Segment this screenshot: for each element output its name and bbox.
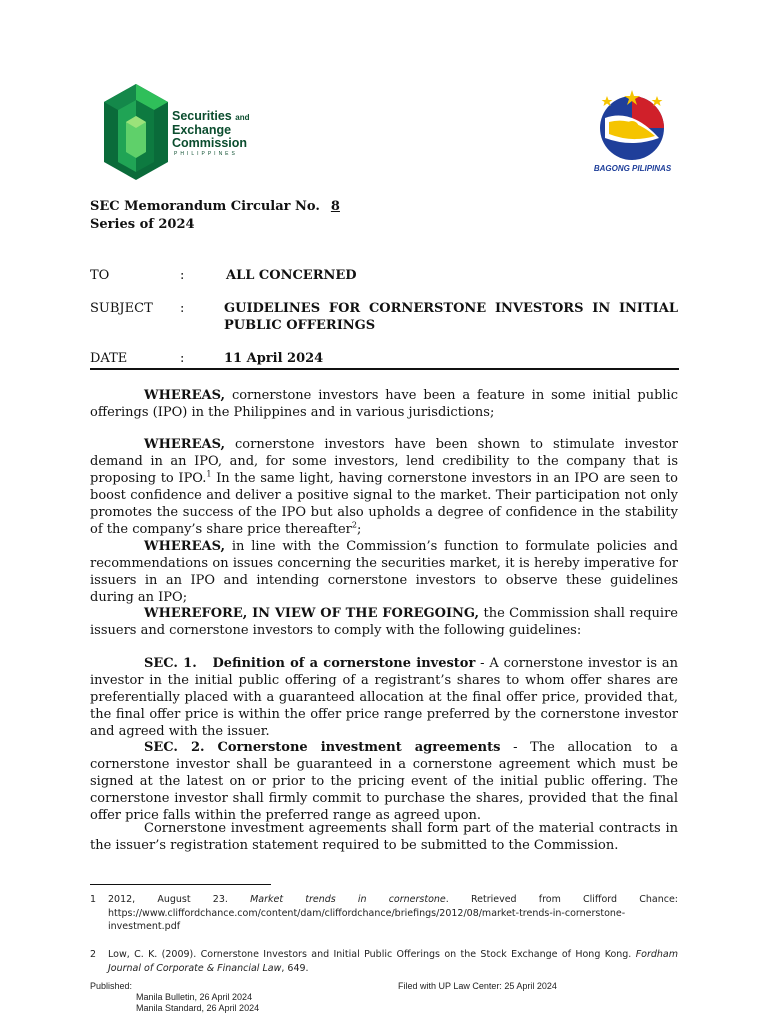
s1-lead: SEC. 1. Definition of a cornerstone investor xyxy=(144,656,476,671)
s2-lead: SEC. 2. Cornerstone investment agreements xyxy=(144,740,501,755)
sec-logo-line1: Securities xyxy=(172,109,232,123)
p3-lead: WHEREAS, xyxy=(144,539,226,554)
whereas-paragraph-3 xyxy=(90,538,678,606)
sec-logo xyxy=(104,82,274,182)
p2-lead: WHEREAS, xyxy=(144,437,226,452)
footnote-ref-1[interactable]: 1 xyxy=(206,469,212,479)
sec-logo-line1-small: and xyxy=(235,113,250,122)
p1-text: cornerstone investors have been a feature in some initial public offerings (IPO) in the Philippines and in various jurisdictions; xyxy=(90,388,678,420)
published-manila-standard: Manila Standard, 26 April 2024 xyxy=(136,1003,260,1013)
fn2-journal: Fordham Journal of Corporate & Financial Law xyxy=(108,949,678,974)
subject-colon: : xyxy=(180,301,185,316)
whereas-paragraph-1 xyxy=(90,387,678,421)
fn2-text-a: Low, C. K. (2009). Cornerstone Investors and Initial Public Offerings on the Stock Exchange of Hong Kong. xyxy=(108,949,636,960)
date-label: DATE xyxy=(90,351,128,366)
date-colon: : xyxy=(180,351,185,366)
p3-text: in line with the Commission’s function to formulate policies and recommendations on issues concerning the securities market, it is hereby imperative for issuers in an IPO and intending cornerstone investors to observe these guidelines during an IPO; xyxy=(90,539,678,605)
section-2-paragraph xyxy=(90,739,678,824)
fn2-text-b: , 649. xyxy=(281,962,309,974)
footnote-2 xyxy=(108,948,678,975)
s1-text: - A cornerstone investor is an investor in the initial public offering of a registrant’s shares to whom offer shares are preferentially placed with a guaranteed allocation at the final offer price, provided that, the final offer price is within the offer price range preferred by the cornerstone investor and agreed with the issuer. xyxy=(90,656,678,739)
p2-text-b: In the same light, having cornerstone investors in an IPO are seen to boost confidence and deliver a positive signal to the market. Their participation not only promotes the success of the IPO but also upholds a degree of confidence in the stability of the company’s share price thereafter xyxy=(90,471,678,537)
bagong-pilipinas-caption: BAGONG PILIPINAS xyxy=(593,164,672,173)
section-1-paragraph xyxy=(90,655,678,740)
published-label: Published: xyxy=(90,981,133,991)
s2-text: - The allocation to a cornerstone investor shall be guaranteed in a cornerstone agreement which must be signed at the latest on or prior to the pricing event of the initial public offering. The cornerstone investor shall firmly commit to purchase the shares, provided that the final offer price falls within the preferred range as agreed upon. xyxy=(90,740,678,823)
wherefore-paragraph xyxy=(90,605,678,639)
fn1-title: Market trends in cornerstone xyxy=(250,894,446,905)
sec-logo-line3: Commission xyxy=(172,136,248,150)
bagong-pilipinas-emblem-icon xyxy=(585,88,680,163)
bagong-pilipinas-logo xyxy=(585,88,680,178)
sec-logo-line2: Exchange xyxy=(172,123,232,137)
subject-label: SUBJECT xyxy=(90,301,153,316)
footnote-2-number: 2 xyxy=(90,949,97,960)
published-manila-bulletin: Manila Bulletin, 26 April 2024 xyxy=(136,992,253,1002)
p4-lead: WHEREFORE, IN VIEW OF THE FOREGOING, xyxy=(144,606,480,621)
p2-text-a: cornerstone investors have been shown to stimulate investor demand in an IPO, and, for some investors, lend credibility to the company that is proposing to IPO. xyxy=(90,437,678,486)
sec-logo-line4: PHILIPPINES xyxy=(174,151,238,157)
to-colon: : xyxy=(180,268,185,283)
whereas-paragraph-2 xyxy=(90,436,678,538)
circular-number: 8 xyxy=(330,199,340,214)
fn1-text-b[interactable]: . Retrieved from Clifford Chance: https://www.cliffordchance.com/content/dam/cliffordchance/briefings/2012/08/market-trends-in-cornerstone-investment.pdf xyxy=(108,894,678,932)
filed-with-up-law-center: Filed with UP Law Center: 25 April 2024 xyxy=(398,981,557,991)
circular-heading xyxy=(90,198,346,215)
circular-label: SEC Memorandum Circular No. xyxy=(90,199,320,214)
footnote-1 xyxy=(108,893,678,934)
p4-text: the Commission shall require issuers and cornerstone investors to comply with the following guidelines: xyxy=(90,606,678,638)
series-label: Series of 2024 xyxy=(90,217,195,232)
footnote-ref-2[interactable]: 2 xyxy=(351,520,357,530)
to-value: ALL CONCERNED xyxy=(226,268,357,283)
date-value: 11 April 2024 xyxy=(224,351,324,366)
footnote-separator xyxy=(90,884,271,885)
subject-value: GUIDELINES FOR CORNERSTONE INVESTORS IN INITIAL PUBLIC OFFERINGS xyxy=(224,301,678,333)
footnote-1-number: 1 xyxy=(90,894,97,905)
header-divider xyxy=(90,368,679,370)
fn1-text-a: 2012, August 23. xyxy=(108,894,251,905)
cornerstone-agreements-paragraph: Cornerstone investment agreements shall form part of the material contracts in the issuer’s registration statement required to be submitted to the Commission. xyxy=(90,821,678,853)
p1-lead: WHEREAS, xyxy=(144,388,226,403)
p2-text-c: ; xyxy=(356,522,362,537)
to-label: TO xyxy=(90,268,110,283)
